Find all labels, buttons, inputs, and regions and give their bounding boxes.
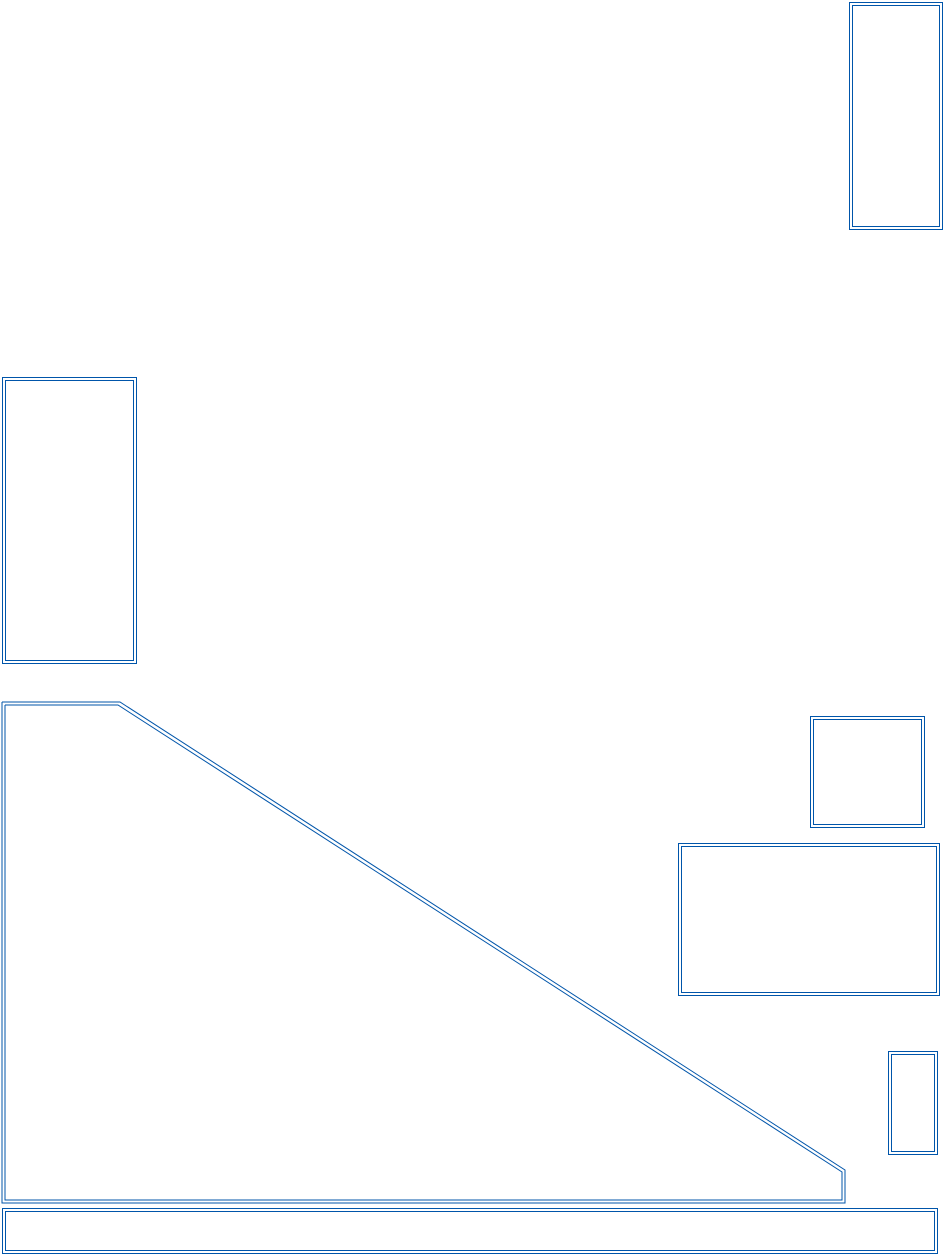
speed-declination-table — [2, 377, 137, 664]
footer — [2, 1208, 938, 1254]
aspect-grid — [0, 700, 944, 1205]
aspect-grid-frame — [0, 700, 944, 1205]
